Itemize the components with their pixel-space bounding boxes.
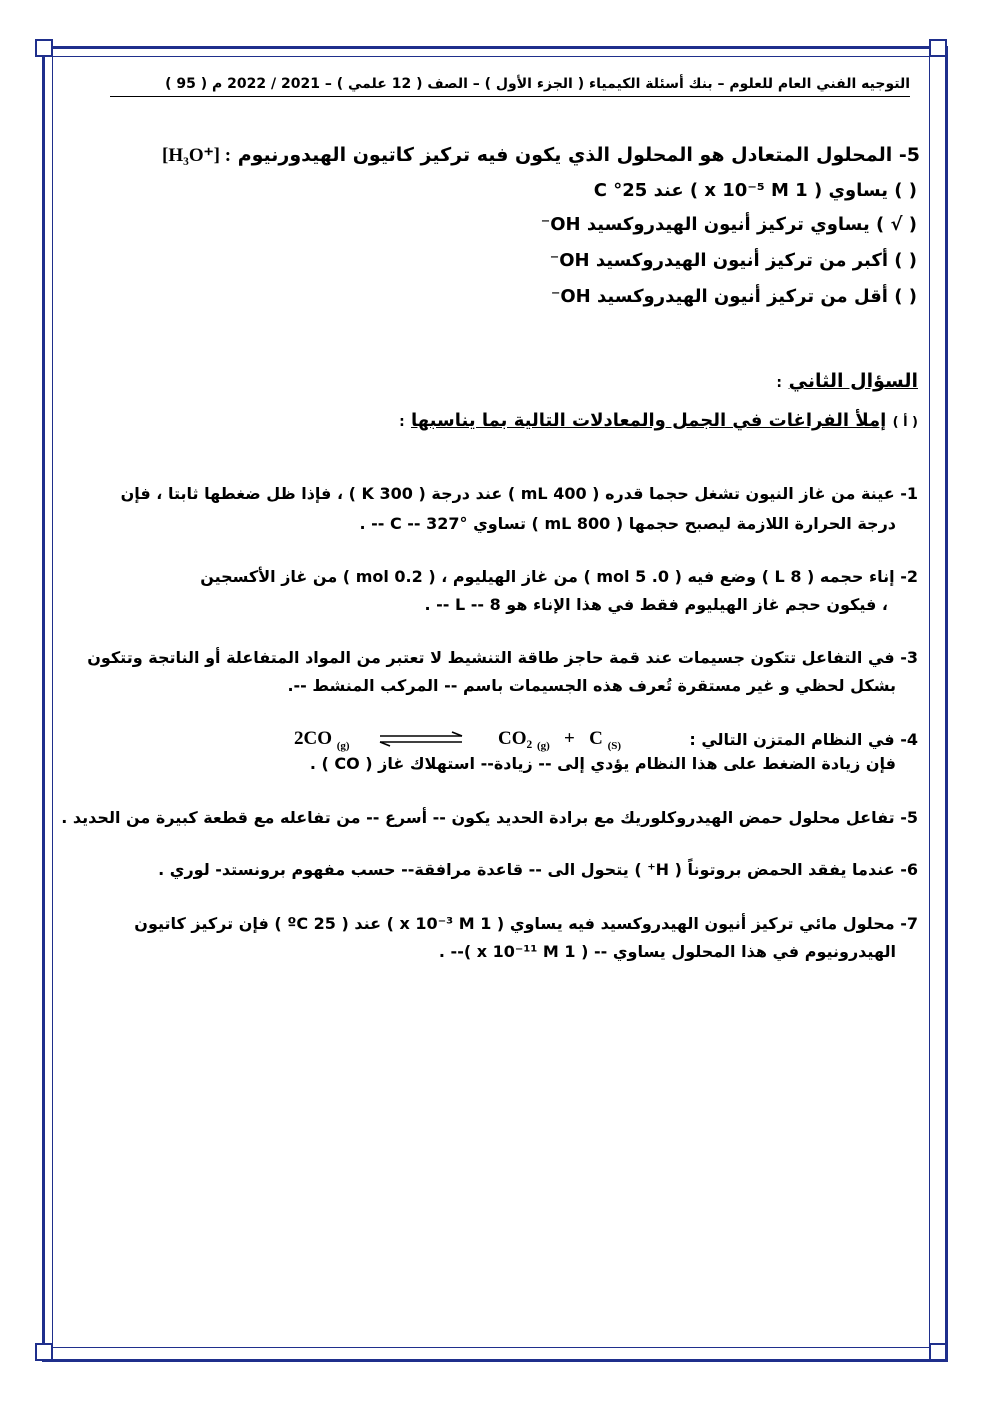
hydronium-formula: [H₃O⁺] :	[162, 145, 232, 166]
state-label: (g)	[536, 739, 550, 752]
part-a-label: ( أ )	[892, 415, 918, 430]
question-5	[162, 144, 920, 167]
equilibrium-products	[498, 728, 621, 752]
item-7-line-1: 7- محلول مائي تركيز أنيون الهيدروكسيد فيه يساوي ( 1 x 10⁻³ M ) عند ( 25 ºC ) فإن تركيز كاتيون	[134, 914, 918, 933]
corner-ornament	[35, 39, 53, 57]
item-1-line-2: درجة الحرارة اللازمة ليصبح حجمها ( 800 mL ) تساوي °C -- 327 -- .	[359, 514, 896, 533]
item-1-line-1: 1- عينة من غاز النيون تشغل حجما قدره ( 400 mL ) عند درجة ( 300 K ) ، فإذا ظل ضغطها ثابتا ، فإن	[120, 484, 918, 503]
item-4-line-2: فإن زيادة الضغط على هذا النظام يؤدي إلى -- زيادة-- استهلاك غاز ( CO ) .	[309, 754, 896, 773]
option-text: أقل من تركيز أنيون الهيدروكسيد OH⁻	[550, 286, 888, 307]
option-1	[594, 180, 917, 201]
item-3-line-2: بشكل لحظي و غير مستقرة تُعرف هذه الجسيمات باسم -- المركب المنشط --.	[287, 676, 896, 695]
reactant-co: 2CO	[294, 728, 332, 749]
state-label: (g)	[336, 739, 350, 752]
equilibrium-arrows-icon	[376, 731, 468, 747]
corner-ornament	[35, 1343, 53, 1361]
page-header: التوجيه الفني العام للعلوم – بنك أسئلة الكيمياء ( الجزء الأول ) – الصف ( 12 علمي ) – 2021 / 2022 م ( 95 )	[110, 76, 910, 97]
option-text: أكبر من تركيز أنيون الهيدروكسيد OH⁻	[549, 250, 888, 271]
section-2-title: السؤال الثاني	[788, 370, 918, 392]
plus-sign: +	[564, 728, 575, 749]
section-2-colon: :	[776, 375, 782, 391]
equilibrium-equation	[294, 728, 350, 752]
product-co2: CO₂	[498, 728, 533, 749]
option-text: يساوي ( 1 x 10⁻⁵ M ) عند 25° C	[593, 180, 888, 201]
item-6: 6- عندما يفقد الحمض بروتوناً ( H⁺ ) يتحول الى -- قاعدة مرافقة-- حسب مفهوم برونستد- لوري .	[158, 860, 918, 879]
option-mark[interactable]: ( )	[894, 286, 917, 307]
state-label: (S)	[607, 739, 622, 752]
option-2	[541, 214, 917, 235]
option-3	[550, 250, 917, 271]
option-mark[interactable]: ( )	[894, 250, 917, 271]
option-4	[551, 286, 917, 307]
item-3-line-1: 3- في التفاعل تتكون جسيمات عند قمة حاجز طاقة التنشيط لا تعتبر من المواد المتفاعلة أو الناتجة وتتكون	[87, 648, 918, 667]
option-mark[interactable]: ( )	[894, 180, 917, 201]
corner-ornament	[929, 1343, 947, 1361]
section-2-heading	[776, 370, 918, 392]
part-a-heading	[399, 410, 918, 431]
corner-ornament	[929, 39, 947, 57]
item-4-line-1: 4- في النظام المتزن التالي :	[689, 730, 918, 749]
item-5: 5- تفاعل محلول حمض الهيدروكلوريك مع برادة الحديد يكون -- أسرع -- من تفاعله مع قطعة كبيرة من الحديد .	[61, 808, 918, 827]
item-2-line-2: ، فيكون حجم غاز الهيليوم فقط في هذا الإناء هو L -- 8 -- .	[424, 595, 888, 614]
option-mark[interactable]: ( √ )	[876, 214, 917, 235]
option-text: يساوي تركيز أنيون الهيدروكسيد OH⁻	[540, 214, 870, 235]
part-a-title: إملأ الفراغات في الجمل والمعادلات التالية بما يناسبها	[411, 410, 887, 431]
product-c: C	[589, 728, 603, 749]
part-a-colon: :	[399, 414, 405, 430]
item-2-line-1: 2- إناء حجمه ( 8 L ) وضع فيه ( 0. 5 mol ) من غاز الهيليوم ، ( 0.2 mol ) من غاز الأكسجين	[200, 567, 918, 586]
question-5-text: 5- المحلول المتعادل هو المحلول الذي يكون فيه تركيز كاتيون الهيدورنيوم	[237, 144, 920, 166]
item-7-line-2: الهيدرونيوم في هذا المحلول يساوي -- ( 1 x 10⁻¹¹ M )-- .	[438, 942, 896, 961]
